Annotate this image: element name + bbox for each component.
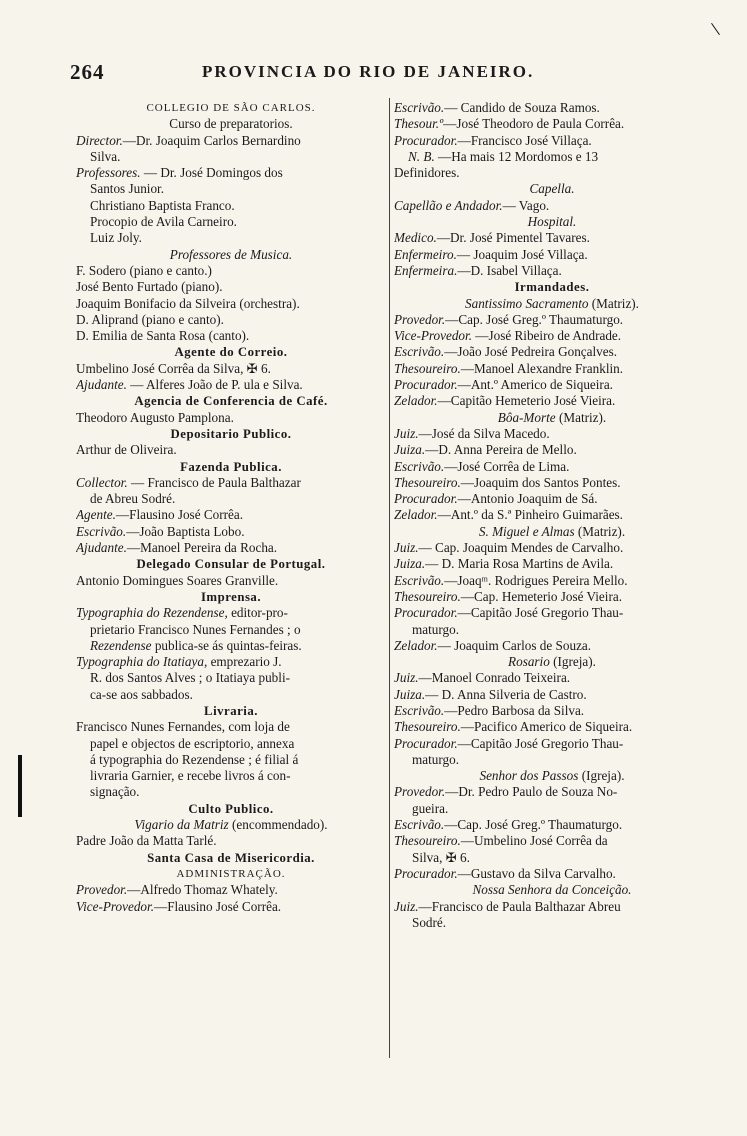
line-text: Christiano Baptista Franco. bbox=[90, 197, 235, 213]
text-line bbox=[76, 247, 386, 263]
line-text: — Joaquim Carlos de Souza. bbox=[437, 637, 592, 653]
line-text: ADMINISTRAÇÃO. bbox=[176, 867, 286, 880]
role-label: Rezendense bbox=[90, 637, 152, 653]
line-text: F. Sodero (piano e canto.) bbox=[76, 262, 212, 278]
text-line bbox=[394, 540, 710, 556]
role-label: Procurador. bbox=[394, 377, 458, 393]
role-label: Rosario bbox=[508, 654, 550, 670]
text-line bbox=[76, 312, 386, 328]
role-label: Juiz. bbox=[394, 540, 419, 556]
text-line bbox=[394, 605, 710, 621]
text-line bbox=[76, 507, 386, 523]
text-line bbox=[394, 670, 710, 686]
line-text: —José da Silva Macedo. bbox=[418, 425, 550, 441]
line-text: maturgo. bbox=[412, 621, 460, 637]
role-label: Procurador. bbox=[394, 491, 458, 507]
line-text: —Capitão Hemeterio José Vieira. bbox=[437, 393, 616, 409]
role-label: Juiza. bbox=[394, 686, 426, 702]
line-text: Sodré. bbox=[412, 914, 447, 930]
line-text: —Dr. José Pimentel Tavares. bbox=[436, 230, 590, 246]
role-label: Zelador. bbox=[394, 507, 438, 523]
line-text: —Gustavo da Silva Carvalho. bbox=[457, 865, 616, 881]
line-text: —Francisco José Villaça. bbox=[457, 132, 592, 148]
role-label: Typographia do Rezendense, bbox=[76, 605, 228, 621]
text-line bbox=[76, 670, 386, 686]
line-text: Depositario Publico. bbox=[170, 426, 292, 441]
role-label: Procurador. bbox=[394, 735, 458, 751]
line-text: papel e objectos de escriptorio, annexa bbox=[90, 735, 295, 751]
line-text: — Dr. José Domingos dos bbox=[140, 165, 283, 181]
text-line bbox=[394, 279, 710, 295]
text-line bbox=[394, 524, 710, 540]
text-line bbox=[76, 230, 386, 246]
role-label: Escrivão. bbox=[394, 572, 445, 588]
line-text: prietario Francisco Nunes Fernandes ; o bbox=[90, 621, 301, 637]
text-line bbox=[76, 149, 386, 165]
line-text: Nossa Senhora da Conceição. bbox=[472, 882, 632, 898]
text-line bbox=[76, 605, 386, 621]
line-text: —Cap. Hemeterio José Vieira. bbox=[460, 588, 622, 604]
text-line bbox=[394, 475, 710, 491]
text-line bbox=[76, 833, 386, 849]
role-label: Procurador. bbox=[394, 865, 458, 881]
text-line bbox=[76, 198, 386, 214]
line-text: — Vago. bbox=[502, 197, 550, 213]
text-line bbox=[76, 752, 386, 768]
text-line bbox=[394, 181, 710, 197]
line-text: —José Ribeiro de Andrade. bbox=[472, 328, 622, 344]
text-line bbox=[76, 719, 386, 735]
text-line bbox=[394, 882, 710, 898]
role-label: Escrivão. bbox=[394, 458, 445, 474]
text-line bbox=[76, 736, 386, 752]
text-line bbox=[394, 165, 710, 181]
right-column bbox=[394, 100, 710, 931]
role-label: Provedor. bbox=[394, 784, 446, 800]
text-line bbox=[76, 410, 386, 426]
text-line bbox=[76, 344, 386, 360]
line-text: Arthur de Oliveira. bbox=[76, 442, 177, 458]
text-line bbox=[394, 410, 710, 426]
line-text: Imprensa. bbox=[200, 589, 262, 604]
line-text: —Ant.º da S.ª Pinheiro Guimarães. bbox=[437, 507, 623, 523]
text-line bbox=[76, 263, 386, 279]
text-line bbox=[76, 361, 386, 377]
line-text: —Umbelino José Corrêa da bbox=[460, 833, 608, 849]
role-label: Juiza. bbox=[394, 442, 426, 458]
text-line bbox=[394, 491, 710, 507]
line-text: D. Emilia de Santa Rosa (canto). bbox=[76, 328, 250, 344]
ink-mark bbox=[18, 755, 22, 817]
line-text: (encommendado). bbox=[228, 817, 328, 833]
column-divider bbox=[389, 98, 390, 1058]
text-line bbox=[76, 459, 386, 475]
text-line bbox=[76, 100, 386, 116]
role-label: Zelador. bbox=[394, 393, 438, 409]
line-text: Santa Casa de Misericordia. bbox=[147, 850, 315, 865]
text-line bbox=[394, 426, 710, 442]
line-text: Delegado Consular de Portugal. bbox=[136, 557, 326, 572]
text-line bbox=[394, 687, 710, 703]
text-line bbox=[76, 491, 386, 507]
line-text: Joaquim Bonifacio da Silveira (orchestra). bbox=[76, 295, 300, 311]
text-line bbox=[394, 703, 710, 719]
text-line bbox=[76, 165, 386, 181]
role-label: Thesoureiro. bbox=[394, 588, 461, 604]
text-line bbox=[76, 442, 386, 458]
text-line bbox=[76, 475, 386, 491]
line-text: Livraria. bbox=[204, 703, 258, 718]
role-label: Vice-Provedor. bbox=[76, 898, 154, 914]
text-line bbox=[394, 752, 710, 768]
role-label: Provedor. bbox=[76, 882, 128, 898]
role-label: Escrivão. bbox=[394, 817, 445, 833]
role-label: Thesoureiro. bbox=[394, 474, 461, 490]
line-text: — Cap. Joaquim Mendes de Carvalho. bbox=[418, 540, 624, 556]
role-label: Vigario da Matriz bbox=[134, 817, 229, 833]
text-line bbox=[76, 393, 386, 409]
text-line bbox=[76, 524, 386, 540]
text-line bbox=[76, 556, 386, 572]
role-label: Santissimo Sacramento bbox=[465, 295, 589, 311]
line-text: — Candido de Souza Ramos. bbox=[444, 100, 600, 115]
line-text: —Manoel Alexandre Franklin. bbox=[460, 360, 624, 376]
text-line bbox=[76, 882, 386, 898]
page-number: 264 bbox=[70, 60, 105, 84]
role-label: Juiz. bbox=[394, 898, 419, 914]
role-label: Zelador. bbox=[394, 637, 438, 653]
text-line bbox=[394, 638, 710, 654]
line-text: —Cap. José Greg.º Thaumaturgo. bbox=[445, 311, 624, 327]
text-line bbox=[76, 116, 386, 132]
line-text: Irmandades. bbox=[514, 280, 590, 295]
line-text: —Pacifico Americo de Siqueira. bbox=[460, 719, 633, 735]
text-line bbox=[76, 426, 386, 442]
line-text: —Pedro Barbosa da Silva. bbox=[444, 702, 585, 718]
text-line bbox=[76, 377, 386, 393]
text-line bbox=[76, 703, 386, 719]
line-text: —Ant.º Americo de Siqueira. bbox=[457, 377, 613, 393]
line-text: de Abreu Sodré. bbox=[90, 491, 176, 507]
text-line bbox=[394, 507, 710, 523]
text-line bbox=[394, 133, 710, 149]
line-text: —Joaqᵐ. Rodrigues Pereira Mello. bbox=[444, 572, 628, 588]
line-text: —José Corrêa de Lima. bbox=[444, 458, 570, 474]
ink-mark bbox=[711, 23, 720, 35]
role-label: Vice-Provedor. bbox=[394, 328, 472, 344]
text-line bbox=[76, 638, 386, 654]
line-text: Agente do Correio. bbox=[174, 345, 288, 360]
line-text: (Matriz). bbox=[555, 409, 607, 425]
text-line bbox=[394, 850, 710, 866]
line-text: editor-pro- bbox=[227, 605, 288, 621]
role-label: Collector. bbox=[76, 474, 128, 490]
text-line bbox=[76, 133, 386, 149]
text-line bbox=[76, 279, 386, 295]
text-line bbox=[76, 801, 386, 817]
line-text: —Joaquim dos Santos Pontes. bbox=[460, 474, 621, 490]
line-text: —Dr. Joaquim Carlos Bernardino bbox=[122, 132, 301, 148]
line-text: — Joaquim José Villaça. bbox=[456, 246, 588, 262]
line-text: —Francisco de Paula Balthazar Abreu bbox=[418, 898, 621, 914]
line-text: Padre João da Matta Tarlé. bbox=[76, 833, 217, 849]
line-text: (Matriz). bbox=[588, 295, 639, 311]
line-text: —Ha mais 12 Mordomos e 13 bbox=[434, 148, 599, 164]
role-label: Capellão e Andador. bbox=[394, 197, 503, 213]
line-text: Culto Publico. bbox=[188, 801, 274, 816]
text-line bbox=[76, 328, 386, 344]
line-text: —Cap. José Greg.º Thaumaturgo. bbox=[444, 817, 623, 833]
text-line bbox=[394, 149, 710, 165]
role-label: Escrivão. bbox=[394, 344, 445, 360]
page-header bbox=[70, 60, 590, 88]
line-text: —Manoel Conrado Teixeira. bbox=[418, 670, 571, 686]
text-line bbox=[394, 817, 710, 833]
text-line bbox=[76, 768, 386, 784]
line-text: ca-se aos sabbados. bbox=[90, 686, 193, 702]
line-text: —D. Anna Pereira de Mello. bbox=[425, 442, 577, 458]
role-label: Senhor dos Passos bbox=[479, 768, 579, 784]
text-line bbox=[76, 784, 386, 800]
text-line bbox=[394, 116, 710, 132]
line-text: —Antonio Joaquim de Sá. bbox=[457, 491, 598, 507]
line-text: COLLEGIO DE SÃO CARLOS. bbox=[146, 102, 316, 114]
line-text: Agencia de Conferencia de Café. bbox=[134, 394, 328, 409]
role-label: Professores. bbox=[76, 165, 141, 181]
line-text: —D. Isabel Villaça. bbox=[457, 262, 562, 278]
text-line bbox=[76, 573, 386, 589]
text-line bbox=[394, 263, 710, 279]
line-text: Definidores. bbox=[394, 165, 460, 181]
text-line bbox=[76, 850, 386, 866]
role-label: Juiz. bbox=[394, 670, 419, 686]
text-line bbox=[394, 768, 710, 784]
text-line bbox=[394, 230, 710, 246]
text-line bbox=[76, 622, 386, 638]
text-line bbox=[76, 589, 386, 605]
role-label: Ajudante. bbox=[76, 540, 127, 556]
line-text: Professores de Musica. bbox=[169, 246, 293, 262]
left-column bbox=[76, 100, 386, 915]
text-line bbox=[394, 198, 710, 214]
text-line bbox=[76, 899, 386, 915]
role-label: Thesoureiro. bbox=[394, 719, 461, 735]
text-line bbox=[394, 654, 710, 670]
text-line bbox=[394, 915, 710, 931]
line-text: gueira. bbox=[412, 800, 449, 816]
text-line bbox=[394, 296, 710, 312]
line-text: Umbelino José Corrêa da Silva, ✠ 6. bbox=[76, 360, 271, 376]
role-label: Thesoureiro. bbox=[394, 360, 461, 376]
line-text: Capella. bbox=[529, 181, 575, 197]
line-text: —Flausino José Corrêa. bbox=[154, 898, 282, 914]
role-label: Medico. bbox=[394, 230, 437, 246]
text-line bbox=[76, 214, 386, 230]
line-text: —João José Pedreira Gonçalves. bbox=[444, 344, 618, 360]
role-label: Thesoureiro. bbox=[394, 833, 461, 849]
role-label: Thesour.º bbox=[394, 116, 444, 132]
line-text: —Flausino José Corrêa. bbox=[115, 507, 244, 523]
line-text: Curso de preparatorios. bbox=[169, 116, 293, 132]
role-label: Escrivão. bbox=[394, 702, 445, 718]
line-text: (Igreja). bbox=[578, 768, 625, 784]
line-text: Silva. bbox=[90, 148, 121, 164]
text-line bbox=[76, 817, 386, 833]
role-label: Director. bbox=[76, 132, 123, 148]
line-text: Procopio de Avila Carneiro. bbox=[90, 214, 237, 230]
text-line bbox=[394, 344, 710, 360]
role-label: N. B. bbox=[408, 148, 435, 164]
line-text: —Alfredo Thomaz Whately. bbox=[127, 882, 278, 898]
line-text: Antonio Domingues Soares Granville. bbox=[76, 572, 279, 588]
text-line bbox=[394, 833, 710, 849]
text-line bbox=[394, 328, 710, 344]
text-line bbox=[394, 442, 710, 458]
line-text: emprezario J. bbox=[207, 654, 282, 670]
line-text: D. Aliprand (piano e canto). bbox=[76, 311, 224, 327]
role-label: Escrivão. bbox=[394, 100, 445, 115]
role-label: Enfermeira. bbox=[394, 262, 458, 278]
role-label: Agente. bbox=[76, 507, 116, 523]
line-text: Silva, ✠ 6. bbox=[412, 849, 470, 865]
line-text: Francisco Nunes Fernandes, com loja de bbox=[76, 719, 290, 735]
text-line bbox=[394, 214, 710, 230]
line-text: — D. Anna Silveria de Castro. bbox=[425, 686, 587, 702]
text-line bbox=[394, 361, 710, 377]
text-line bbox=[76, 654, 386, 670]
role-label: Escrivão. bbox=[76, 523, 127, 539]
role-label: Procurador. bbox=[394, 605, 458, 621]
line-text: Santos Junior. bbox=[90, 181, 165, 197]
line-text: livraria Garnier, e recebe livros á con- bbox=[90, 768, 291, 784]
line-text: Theodoro Augusto Pamplona. bbox=[76, 409, 234, 425]
line-text: —José Theodoro de Paula Corrêa. bbox=[443, 116, 625, 132]
role-label: Juiz. bbox=[394, 425, 419, 441]
text-line bbox=[394, 622, 710, 638]
text-line bbox=[394, 866, 710, 882]
text-line bbox=[394, 736, 710, 752]
text-line bbox=[394, 459, 710, 475]
line-text: —João Baptista Lobo. bbox=[126, 523, 245, 539]
line-text: R. dos Santos Alves ; o Itatiaya publi- bbox=[90, 670, 290, 686]
text-line bbox=[394, 801, 710, 817]
text-line bbox=[394, 784, 710, 800]
text-line bbox=[394, 100, 710, 116]
line-text: signação. bbox=[90, 784, 140, 800]
line-text: á typographia do Rezendense ; é filial á bbox=[90, 751, 299, 767]
text-line bbox=[76, 540, 386, 556]
line-text: —Capitão José Gregorio Thau- bbox=[457, 605, 624, 621]
text-line bbox=[76, 181, 386, 197]
line-text: José Bento Furtado (piano). bbox=[76, 279, 223, 295]
text-line bbox=[394, 312, 710, 328]
role-label: Bôa-Morte bbox=[497, 409, 556, 425]
line-text: maturgo. bbox=[412, 751, 460, 767]
role-label: Procurador. bbox=[394, 132, 458, 148]
line-text: Luiz Joly. bbox=[90, 230, 142, 246]
text-line bbox=[394, 573, 710, 589]
text-line bbox=[394, 719, 710, 735]
role-label: Juiza. bbox=[394, 556, 426, 572]
line-text: (Matriz). bbox=[574, 523, 626, 539]
line-text: Hospital. bbox=[527, 214, 577, 230]
role-label: Typographia do Itatiaya, bbox=[76, 654, 208, 670]
line-text: — Alferes João de P. ula e Silva. bbox=[126, 377, 303, 393]
role-label: Provedor. bbox=[394, 311, 446, 327]
role-label: Ajudante. bbox=[76, 377, 127, 393]
line-text: —Dr. Pedro Paulo de Souza No- bbox=[445, 784, 618, 800]
role-label: Enfermeiro. bbox=[394, 246, 457, 262]
line-text: —Manoel Pereira da Rocha. bbox=[126, 540, 278, 556]
text-line bbox=[76, 296, 386, 312]
line-text: —Capitão José Gregorio Thau- bbox=[457, 735, 624, 751]
running-title: PROVINCIA DO RIO DE JANEIRO. bbox=[202, 62, 535, 81]
line-text: Fazenda Publica. bbox=[180, 459, 282, 474]
role-label: S. Miguel e Almas bbox=[478, 523, 575, 539]
line-text: (Igreja). bbox=[549, 654, 596, 670]
text-line bbox=[394, 556, 710, 572]
line-text: — D. Maria Rosa Martins de Avila. bbox=[425, 556, 614, 572]
text-line bbox=[394, 393, 710, 409]
text-line bbox=[394, 247, 710, 263]
text-line bbox=[76, 687, 386, 703]
line-text: — Francisco de Paula Balthazar bbox=[127, 474, 301, 490]
line-text: publica-se ás quintas-feiras. bbox=[151, 637, 302, 653]
text-line bbox=[394, 377, 710, 393]
text-line bbox=[394, 899, 710, 915]
text-line bbox=[76, 866, 386, 882]
text-line bbox=[394, 589, 710, 605]
